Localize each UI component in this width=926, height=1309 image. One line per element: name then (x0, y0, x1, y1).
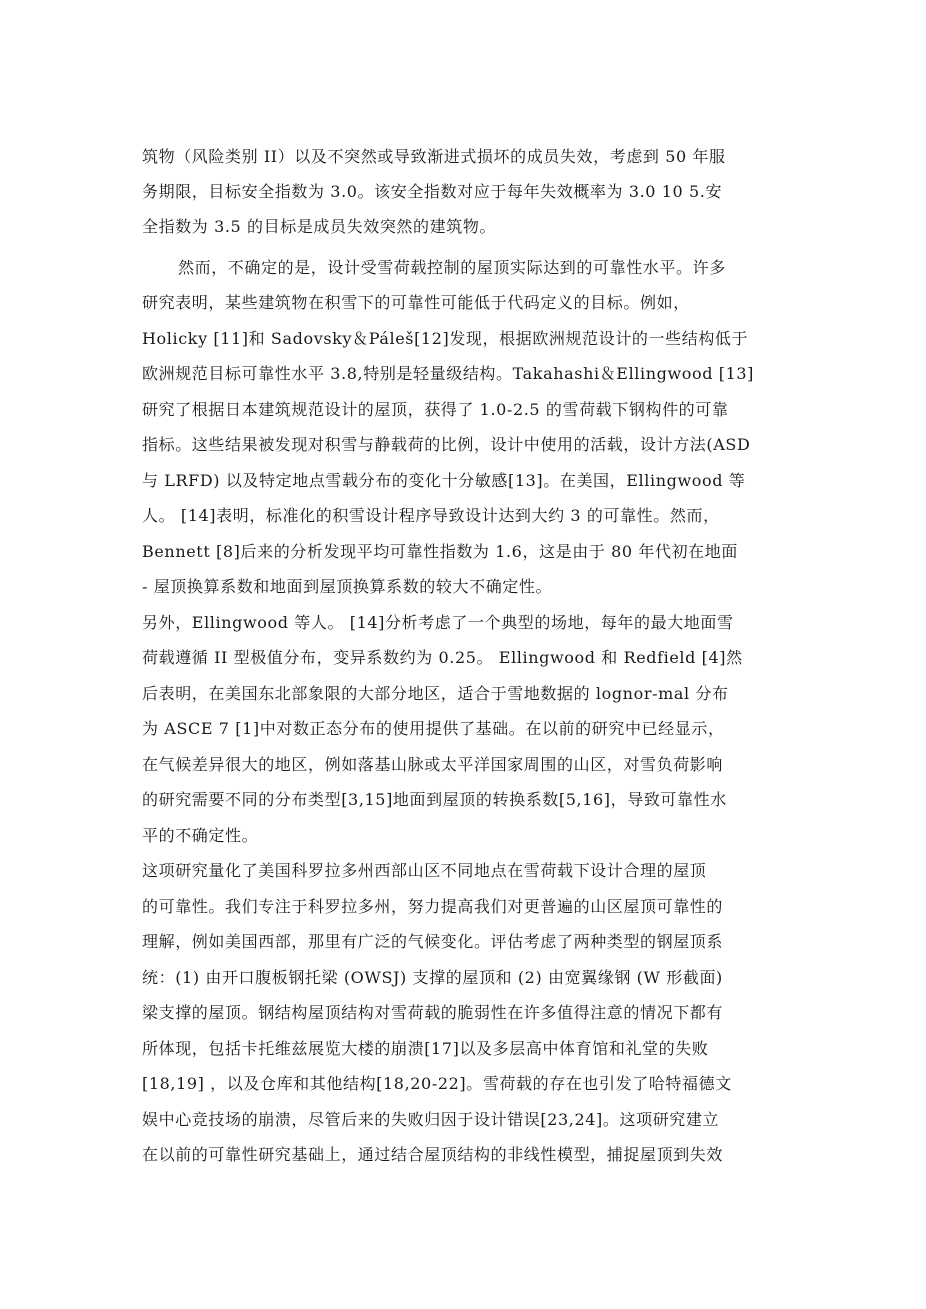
text-line: 荷载遵循 II 型极值分布，变异系数约为 0.25。 Ellingwood 和 Redfield [4]然 (142, 648, 743, 667)
text-line: 平的不确定性。 (142, 826, 259, 845)
text-line: 的研究需要不同的分布类型[3,15]地面到屋顶的转换系数[5,16]，导致可靠性水 (142, 790, 727, 809)
text-line: 这项研究量化了美国科罗拉多州西部山区不同地点在雪荷载下设计合理的屋顶 (142, 861, 707, 880)
text-line: 娱中心竞技场的崩溃，尽管后来的失败归因于设计错误[23,24]。这项研究建立 (142, 1110, 720, 1129)
text-line: 筑物（风险类别 II）以及不突然或导致渐进式损坏的成员失效，考虑到 50 年服 (142, 147, 726, 166)
text-line: 全指数为 3.5 的目标是成员失效突然的建筑物。 (142, 217, 497, 236)
text-line: 统：(1) 由开口腹板钢托梁 (OWSJ) 支撑的屋顶和 (2) 由宽翼缘钢 (W 形截面) (142, 968, 723, 987)
text-line: 所体现，包括卡托维兹展览大楼的崩溃[17]以及多层高中体育馆和礼堂的失败 (142, 1039, 709, 1058)
text-line: 在气候差异很大的地区，例如落基山脉或太平洋国家周围的山区，对雪负荷影响 (142, 755, 724, 774)
text-line: 另外，Ellingwood 等人。 [14]分析考虑了一个典型的场地，每年的最大地面雪 (142, 613, 734, 632)
text-line: 欧洲规范目标可靠性水平 3.8,特别是轻量级结构。Takahashi＆Ellingwood [13] (142, 364, 755, 383)
text-line: 然而，不确定的是，设计受雪荷载控制的屋顶实际达到的可靠性水平。许多 (178, 258, 726, 277)
text-line: 指标。这些结果被发现对积雪与静载荷的比例，设计中使用的活载，设计方法(ASD (142, 435, 751, 454)
text-line: 人。 [14]表明，标准化的积雪设计程序导致设计达到大约 3 的可靠性。然而， (142, 506, 720, 525)
text-line: Holicky [11]和 Sadovsky＆Páleš[12]发现，根据欧洲规范设计的一些结构低于 (142, 329, 749, 348)
text-line: 梁支撑的屋顶。钢结构屋顶结构对雪荷载的脆弱性在许多值得注意的情况下都有 (142, 1003, 724, 1022)
text-line: 在以前的可靠性研究基础上，通过结合屋顶结构的非线性模型，捕捉屋顶到失效 (142, 1145, 724, 1164)
text-line: Bennett [8]后来的分析发现平均可靠性指数为 1.6，这是由于 80 年代初在地面 (142, 542, 738, 561)
text-line: 研究了根据日本建筑规范设计的屋顶，获得了 1.0-2.5 的雪荷载下钢构件的可靠 (142, 400, 729, 419)
text-line: 务期限，目标安全指数为 3.0。该安全指数对应于每年失效概率为 3.0 10 5.安 (142, 182, 723, 201)
text-line: 与 LRFD) 以及特定地点雪载分布的变化十分敏感[13]。在美国，Ellingwood 等 (142, 471, 746, 490)
text-line: - 屋顶换算系数和地面到屋顶换算系数的较大不确定性。 (142, 577, 553, 596)
text-line: 为 ASCE 7 [1]中对数正态分布的使用提供了基础。在以前的研究中已经显示， (142, 719, 725, 738)
text-line: 后表明，在美国东北部象限的大部分地区，适合于雪地数据的 lognor-mal 分布 (142, 684, 729, 703)
text-line: 的可靠性。我们专注于科罗拉多州，努力提高我们对更普遍的山区屋顶可靠性的 (142, 897, 724, 916)
text-line: 理解，例如美国西部，那里有广泛的气候变化。评估考虑了两种类型的钢屋顶系 (142, 932, 724, 951)
text-line: [18,19] ，以及仓库和其他结构[18,20-22]。雪荷载的存在也引发了哈特福德文 (142, 1074, 732, 1093)
text-line: 研究表明，某些建筑物在积雪下的可靠性可能低于代码定义的目标。例如， (142, 293, 690, 312)
